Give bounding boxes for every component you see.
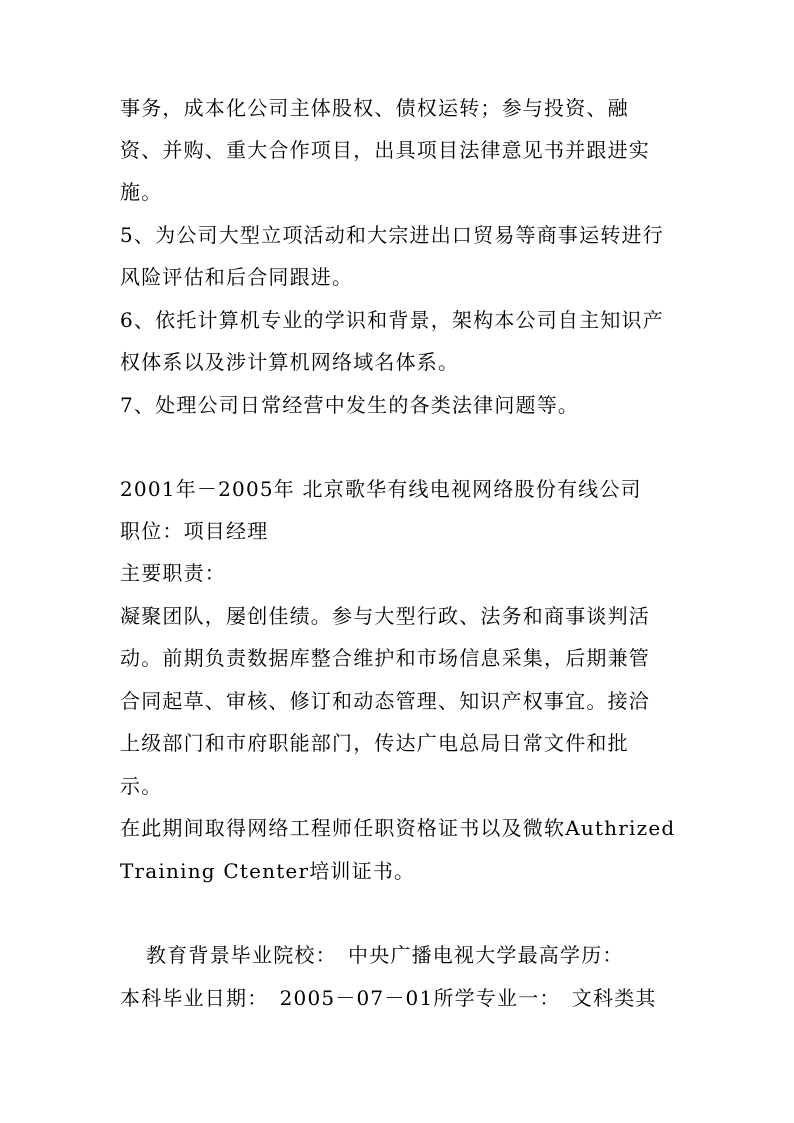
certificate-line: Training Ctenter培训证书。: [120, 859, 416, 883]
list-item-7: 7、处理公司日常经营中发生的各类法律问题等。: [120, 393, 580, 417]
text-line: 合同起草、审核、修订和动态管理、知识产权事宜。接洽: [120, 689, 650, 713]
text-line: 上级部门和市府职能部门，传达广电总局日常文件和批: [120, 731, 629, 755]
text-line: 权体系以及涉计算机网络域名体系。: [120, 350, 460, 374]
text-line: 风险评估和后合同跟进。: [120, 265, 354, 289]
employment-period-heading: 2001年－2005年 北京歌华有线电视网络股份有线公司: [120, 477, 642, 501]
text-line: 资、并购、重大合作项目，出具项目法律意见书并跟进实: [120, 138, 650, 162]
position-line: 职位：项目经理: [120, 519, 269, 543]
list-item-6: 6、依托计算机专业的学识和背景，架构本公司自主知识产: [120, 308, 664, 332]
text-line: 施。: [120, 180, 163, 204]
text-line: 示。: [120, 774, 163, 798]
text-line: 凝聚团队，屡创佳绩。参与大型行政、法务和商事谈判活: [120, 604, 650, 628]
text-line: 事务，成本化公司主体股权、债权运转；参与投资、融: [120, 96, 629, 120]
list-item-5: 5、为公司大型立项活动和大宗进出口贸易等商事运转进行: [120, 223, 664, 247]
certificate-line: 在此期间取得网络工程师任职资格证书以及微软Authrized: [120, 816, 676, 840]
education-heading: 教育背景毕业院校： 中央广播电视大学最高学历：: [146, 943, 624, 967]
text-line: 动。前期负责数据库整合维护和市场信息采集，后期兼管: [120, 646, 650, 670]
education-line: 本科毕业日期： 2005－07－01所学专业一： 文科类其: [120, 986, 657, 1010]
responsibilities-label: 主要职责：: [120, 561, 226, 585]
